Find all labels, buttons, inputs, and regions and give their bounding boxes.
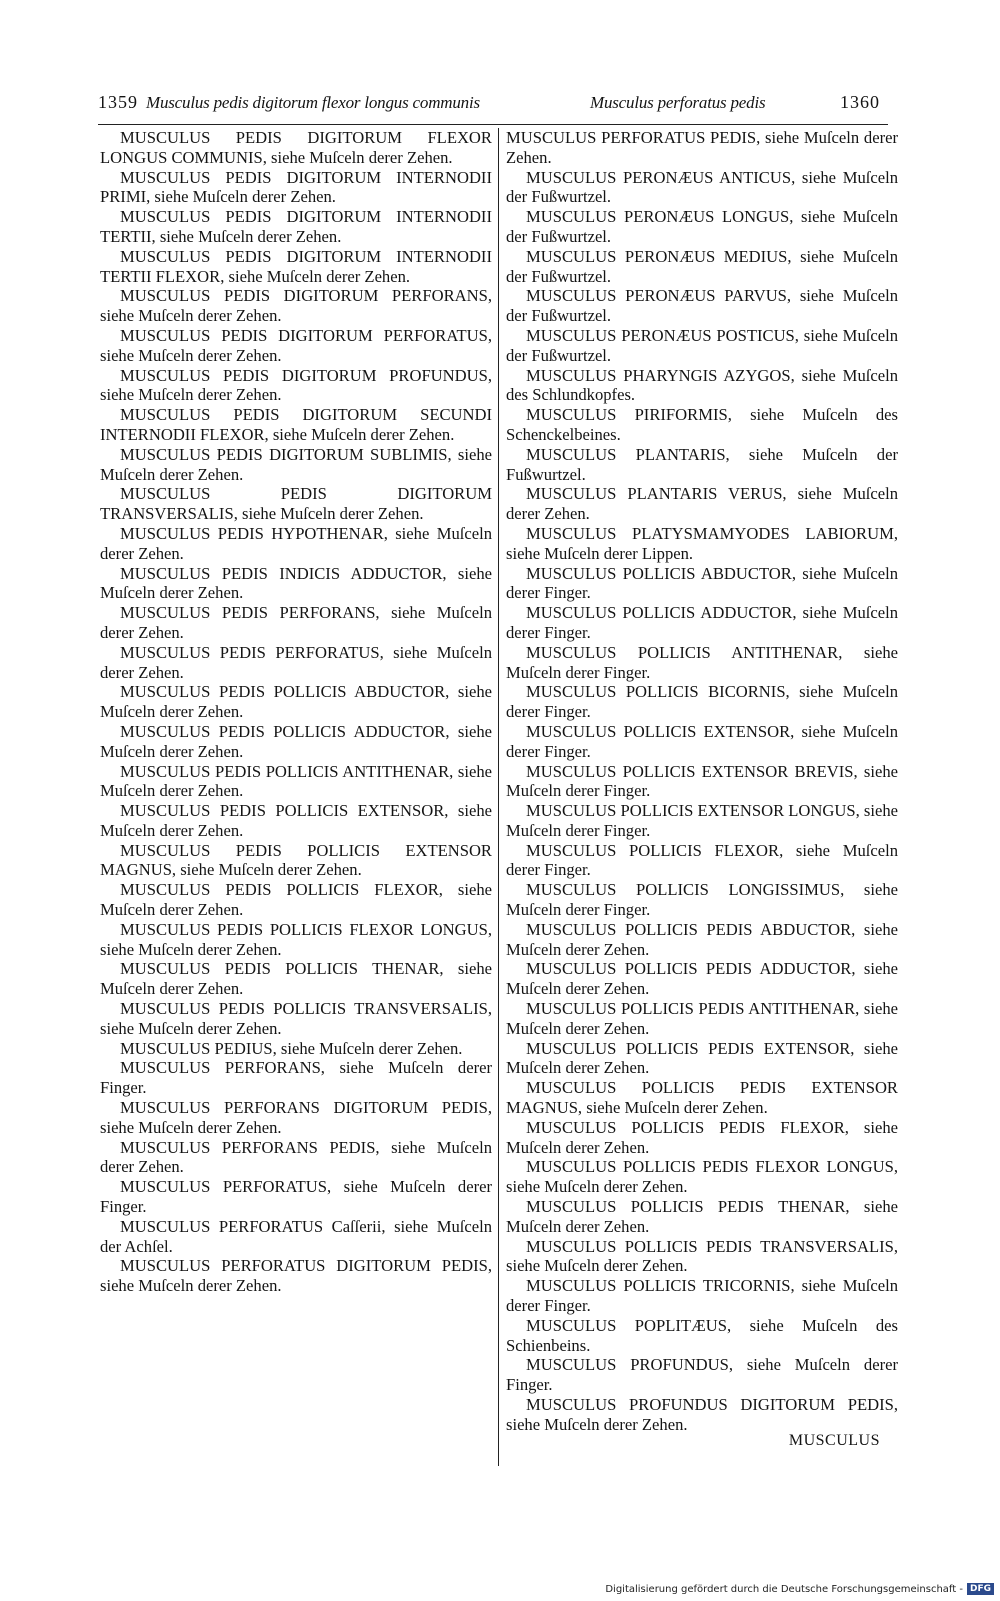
entry: MUSCULUS POLLICIS ANTITHENAR, siehe Muſceln derer Finger. [506, 642, 898, 682]
catchword: MUSCULUS [788, 1432, 880, 1449]
right-header [590, 92, 880, 120]
entry: MUSCULUS PEDIS DIGITORUM SUBLIMIS, siehe Muſceln derer Zehen. [100, 444, 492, 484]
entry: MUSCULUS PLANTARIS, siehe Muſceln der Fußwurtzel. [506, 444, 898, 484]
entry: MUSCULUS PEDIS DIGITORUM INTERNODII PRIMI, siehe Muſceln derer Zehen. [100, 167, 492, 207]
entry: MUSCULUS POLLICIS PEDIS FLEXOR LONGUS, siehe Muſceln derer Zehen. [506, 1157, 898, 1197]
entry: MUSCULUS POLLICIS PEDIS EXTENSOR, siehe Muſceln derer Zehen. [506, 1038, 898, 1078]
column-divider [498, 128, 499, 1466]
left-header [98, 92, 510, 120]
entry: MUSCULUS PEDIS HYPOTHENAR, siehe Muſceln derer Zehen. [100, 523, 492, 563]
entry: MUSCULUS PEDIS POLLICIS FLEXOR, siehe Muſceln derer Zehen. [100, 880, 492, 920]
entry: MUSCULUS PERONÆUS MEDIUS, siehe Muſceln der Fußwurtzel. [506, 246, 898, 286]
entry: MUSCULUS POLLICIS ABDUCTOR, siehe Muſceln derer Finger. [506, 563, 898, 603]
entry: MUSCULUS PERONÆUS POSTICUS, siehe Muſceln der Fußwurtzel. [506, 325, 898, 365]
header-rule [98, 124, 888, 125]
entry: MUSCULUS POLLICIS BICORNIS, siehe Muſceln derer Finger. [506, 682, 898, 722]
entry: MUSCULUS POLLICIS ADDUCTOR, siehe Muſceln derer Finger. [506, 603, 898, 642]
entry: MUSCULUS PEDIS POLLICIS FLEXOR LONGUS, siehe Muſceln derer Zehen. [100, 919, 492, 959]
left-column [100, 128, 492, 1296]
right-page-number: 1360 [840, 92, 880, 112]
entry: MUSCULUS PEDIS DIGITORUM SECUNDI INTERNODII FLEXOR, siehe Muſceln derer Zehen. [100, 405, 492, 444]
entry: MUSCULUS PERONÆUS LONGUS, siehe Muſceln der Fußwurtzel. [506, 207, 898, 246]
digitization-credit [605, 1583, 994, 1595]
entry: MUSCULUS PEDIS POLLICIS EXTENSOR MAGNUS, siehe Muſceln derer Zehen. [100, 840, 492, 880]
entry: MUSCULUS PERFORANS, siehe Muſceln derer Finger. [100, 1058, 492, 1098]
entry: MUSCULUS PEDIS POLLICIS ANTITHENAR, siehe Muſceln derer Zehen. [100, 761, 492, 801]
entry: MUSCULUS PEDIS PERFORATUS, siehe Muſceln derer Zehen. [100, 642, 492, 682]
entry: MUSCULUS PEDIS DIGITORUM INTERNODII TERTII FLEXOR, siehe Muſceln derer Zehen. [100, 246, 492, 286]
entry: MUSCULUS PERONÆUS ANTICUS, siehe Muſceln der Fußwurtzel. [506, 167, 898, 207]
entry: MUSCULUS PERFORATUS DIGITORUM PEDIS, siehe Muſceln derer Zehen. [100, 1256, 492, 1296]
entry: MUSCULUS POLLICIS FLEXOR, siehe Muſceln derer Finger. [506, 840, 898, 880]
right-column [506, 128, 898, 1435]
entry: MUSCULUS POPLITÆUS, siehe Muſceln des Schienbeins. [506, 1315, 898, 1355]
entry: MUSCULUS POLLICIS LONGISSIMUS, siehe Muſceln derer Finger. [506, 880, 898, 920]
entry: MUSCULUS POLLICIS PEDIS ADDUCTOR, siehe Muſceln derer Zehen. [506, 959, 898, 999]
entry: MUSCULUS PEDIS POLLICIS ADDUCTOR, siehe Muſceln derer Zehen. [100, 721, 492, 761]
entry: MUSCULUS POLLICIS PEDIS EXTENSOR MAGNUS, siehe Muſceln derer Zehen. [506, 1078, 898, 1118]
entry: MUSCULUS PROFUNDUS, siehe Muſceln derer Finger. [506, 1355, 898, 1395]
left-running-head: Musculus pedis digitorum flexor longus communis [146, 93, 480, 112]
entry: MUSCULUS PEDIS DIGITORUM PERFORANS, siehe Muſceln derer Zehen. [100, 286, 492, 326]
entry: MUSCULUS PEDIS DIGITORUM INTERNODII TERTII, siehe Muſceln derer Zehen. [100, 207, 492, 246]
entry: MUSCULUS PEDIS DIGITORUM FLEXOR LONGUS COMMUNIS, siehe Muſceln derer Zehen. [100, 128, 492, 167]
entry: MUSCULUS PERONÆUS PARVUS, siehe Muſceln der Fußwurtzel. [506, 286, 898, 326]
left-page-number: 1359 [98, 92, 138, 112]
entry: MUSCULUS POLLICIS PEDIS ABDUCTOR, siehe Muſceln derer Zehen. [506, 919, 898, 959]
entry: MUSCULUS PHARYNGIS AZYGOS, siehe Muſceln des Schlundkopfes. [506, 365, 898, 405]
entry: MUSCULUS PEDIS POLLICIS ABDUCTOR, siehe Muſceln derer Zehen. [100, 682, 492, 722]
entry: MUSCULUS PERFORATUS Caſſerii, siehe Muſceln der Achſel. [100, 1216, 492, 1256]
entry: MUSCULUS PEDIS INDICIS ADDUCTOR, siehe Muſceln derer Zehen. [100, 563, 492, 603]
entry: MUSCULUS PEDIS PERFORANS, siehe Muſceln derer Zehen. [100, 603, 492, 642]
entry: MUSCULUS PERFORANS PEDIS, siehe Muſceln derer Zehen. [100, 1137, 492, 1177]
entry: MUSCULUS POLLICIS EXTENSOR LONGUS, siehe Muſceln derer Finger. [506, 801, 898, 840]
entry: MUSCULUS PEDIUS, siehe Muſceln derer Zehen. [120, 1038, 463, 1058]
entry: MUSCULUS POLLICIS TRICORNIS, siehe Muſceln derer Finger. [506, 1276, 898, 1316]
entry: MUSCULUS POLLICIS PEDIS FLEXOR, siehe Muſceln derer Zehen. [506, 1117, 898, 1157]
entry: MUSCULUS PIRIFORMIS, siehe Muſceln des Schenckelbeines. [506, 405, 898, 444]
entry: MUSCULUS PROFUNDUS DIGITORUM PEDIS, siehe Muſceln derer Zehen. [506, 1395, 898, 1434]
entry: MUSCULUS PEDIS POLLICIS THENAR, siehe Muſceln derer Zehen. [100, 959, 492, 999]
entry: MUSCULUS POLLICIS EXTENSOR BREVIS, siehe Muſceln derer Finger. [506, 761, 898, 801]
entry: MUSCULUS PERFORANS DIGITORUM PEDIS, siehe Muſceln derer Zehen. [100, 1098, 492, 1137]
entry: MUSCULUS PEDIS DIGITORUM TRANSVERSALIS, siehe Muſceln derer Zehen. [100, 484, 492, 524]
entry: MUSCULUS PLANTARIS VERUS, siehe Muſceln derer Zehen. [506, 484, 898, 524]
entry: MUSCULUS POLLICIS PEDIS TRANSVERSALIS, siehe Muſceln derer Zehen. [506, 1236, 898, 1276]
entry: MUSCULUS PEDIS DIGITORUM PERFORATUS, siehe Muſceln derer Zehen. [100, 325, 492, 365]
dfg-logo-icon: DFG [967, 1583, 994, 1595]
entry: MUSCULUS PEDIS DIGITORUM PROFUNDUS, siehe Muſceln derer Zehen. [100, 365, 492, 405]
entry: MUSCULUS POLLICIS EXTENSOR, siehe Muſceln derer Finger. [506, 721, 898, 761]
entry: MUSCULUS PERFORATUS, siehe Muſceln derer Finger. [100, 1177, 492, 1217]
entry: MUSCULUS PLATYSMAMYODES LABIORUM, siehe Muſceln derer Lippen. [506, 523, 898, 563]
entry: MUSCULUS PERFORATUS PEDIS, siehe Muſceln derer Zehen. [506, 128, 898, 167]
entry: MUSCULUS PEDIS POLLICIS TRANSVERSALIS, siehe Muſceln derer Zehen. [100, 999, 492, 1038]
entry: MUSCULUS POLLICIS PEDIS THENAR, siehe Muſceln derer Zehen. [506, 1197, 898, 1236]
entry: MUSCULUS PEDIS POLLICIS EXTENSOR, siehe Muſceln derer Zehen. [100, 801, 492, 840]
credit-text: Digitalisierung gefördert durch die Deutsche Forschungsgemeinschaft - [605, 1583, 963, 1595]
entry: MUSCULUS POLLICIS PEDIS ANTITHENAR, siehe Muſceln derer Zehen. [506, 999, 898, 1038]
right-running-head: Musculus perforatus pedis [590, 93, 766, 112]
